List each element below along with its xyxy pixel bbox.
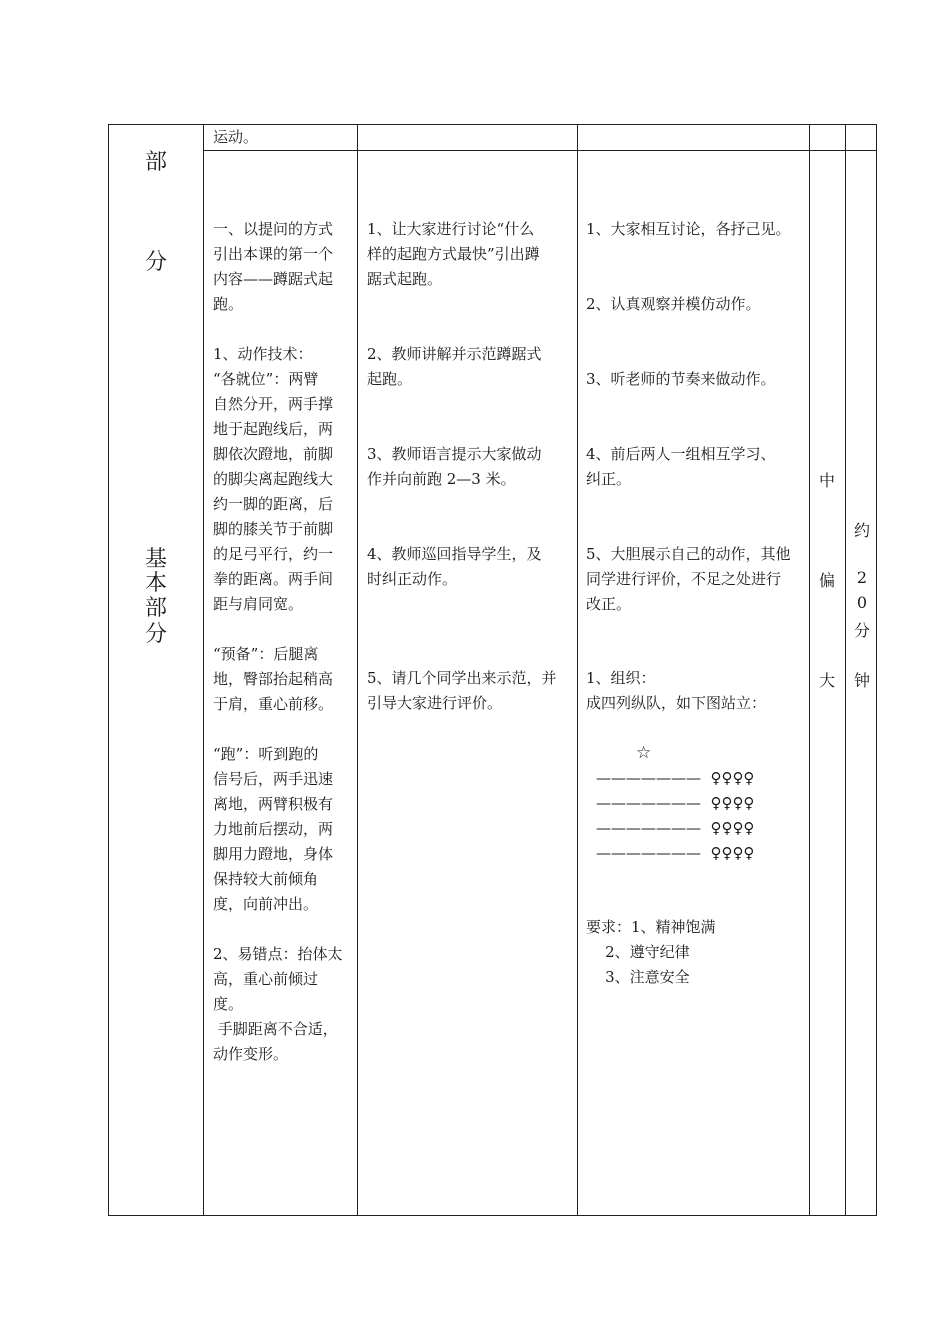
section-label-basic: 本 — [144, 571, 167, 596]
text-line: 要求：1、精神饱满 — [586, 918, 716, 936]
teacher-step-4 — [367, 542, 542, 592]
text-line: 引导大家进行评价。 — [367, 694, 503, 712]
text-line: 4、前后两人一组相互学习、 — [586, 445, 776, 463]
content-line: 脚依次蹬地，前脚 — [213, 445, 334, 463]
teacher-step-5 — [367, 666, 557, 716]
content-line: 2、易错点：抬体太 — [213, 945, 343, 963]
content-line: 跑。 — [213, 295, 244, 313]
column-divider-content — [203, 124, 204, 1216]
teacher-step-2 — [367, 342, 542, 392]
text-line: 3、教师语言提示大家做动 — [367, 445, 542, 463]
content-line: 自然分开，两手撑 — [213, 395, 334, 413]
intensity-char: 偏 — [818, 571, 835, 590]
content-line: “预备”：后腿离 — [213, 645, 319, 663]
content-line: 动作变形。 — [213, 1045, 289, 1063]
content-line: 于肩，重心前移。 — [213, 695, 334, 713]
student-step-5 — [586, 542, 791, 617]
section-label-basic: 部 — [144, 596, 167, 621]
text-line: 2、教师讲解并示范蹲踞式 — [367, 345, 542, 363]
formation-diagram — [596, 766, 754, 866]
content-line: 手脚距离不合适， — [213, 1020, 338, 1038]
content-line: 力地前后摆动，两 — [213, 820, 334, 838]
section-label-part: 分 — [144, 250, 167, 275]
student-step-3: 3、听老师的节奏来做动作。 — [586, 370, 776, 388]
time-char: 0 — [856, 593, 868, 612]
row-divider — [203, 150, 877, 151]
text-line: 1、组织： — [586, 669, 656, 687]
text-line: 3、注意安全 — [586, 968, 690, 986]
text-line: ——————— ♀♀♀♀ — [596, 844, 755, 862]
content-column — [213, 217, 343, 1067]
requirements — [586, 915, 716, 990]
content-line: 一、以提问的方式 — [213, 220, 334, 238]
content-line: “跑”：听到跑的 — [213, 745, 319, 763]
content-line: 的脚尖离起跑线大 — [213, 470, 334, 488]
content-line: 内容——蹲踞式起 — [213, 270, 334, 288]
text-line: ——————— ♀♀♀♀ — [596, 794, 755, 812]
content-line: 脚用力蹬地，身体 — [213, 845, 334, 863]
table-left-border — [108, 124, 109, 1216]
column-divider-student — [577, 124, 578, 1216]
content-line: 度，向前冲出。 — [213, 895, 319, 913]
text-line: 5、请几个同学出来示范，并 — [367, 669, 557, 687]
column-divider-time — [845, 124, 846, 1216]
content-line: 约一脚的距离，后 — [213, 495, 334, 513]
text-line: 1、让大家进行讨论“什么 — [367, 220, 535, 238]
text-line: 成四列纵队，如下图站立： — [586, 694, 767, 712]
time-char: 约 — [853, 521, 870, 540]
teacher-step-3 — [367, 442, 542, 492]
time-char: 钟 — [853, 671, 870, 690]
column-divider-teacher — [357, 124, 358, 1216]
content-line: 高，重心前倾过 — [213, 970, 319, 988]
text-line: 2、遵守纪律 — [586, 943, 690, 961]
section-label-basic: 分 — [144, 622, 167, 647]
content-line: 信号后，两手迅速 — [213, 770, 334, 788]
text-line: 时纠正动作。 — [367, 570, 458, 588]
content-line: 地，臀部抬起稍高 — [213, 670, 334, 688]
text-line: 同学进行评价，不足之处进行 — [586, 570, 782, 588]
text-line: ——————— ♀♀♀♀ — [596, 819, 755, 837]
section-label-basic: 基 — [144, 547, 167, 572]
content-line — [213, 917, 343, 942]
text-line: 踞式起跑。 — [367, 270, 443, 288]
text-line: 5、大胆展示自己的动作，其他 — [586, 545, 791, 563]
text-line: 样的起跑方式最快”引出蹲 — [367, 245, 540, 263]
content-line: 引出本课的第一个 — [213, 245, 334, 263]
column-divider-intensity — [809, 124, 810, 1216]
student-step-2: 2、认真观察并模仿动作。 — [586, 295, 761, 313]
text-line: 4、教师巡回指导学生，及 — [367, 545, 542, 563]
intensity-char: 中 — [818, 471, 835, 490]
intensity-char: 大 — [818, 671, 835, 690]
table-bottom-border — [108, 1215, 877, 1216]
teacher-step-1 — [367, 217, 540, 292]
content-line — [213, 317, 343, 342]
content-line: 拳的距离。两手间 — [213, 570, 334, 588]
content-line: 离地，两臂积极有 — [213, 795, 334, 813]
section-label-part: 部 — [144, 150, 167, 175]
content-line: 距与肩同宽。 — [213, 595, 304, 613]
content-line: 脚的膝关节于前脚 — [213, 520, 334, 538]
content-line — [213, 617, 343, 642]
organization-note — [586, 666, 766, 716]
content-line: 的足弓平行，约一 — [213, 545, 334, 563]
content-line: 1、动作技术： — [213, 345, 313, 363]
content-line: 保持较大前倾角 — [213, 870, 319, 888]
previous-content-tail: 运动。 — [213, 128, 259, 146]
time-char: 分 — [853, 621, 870, 640]
time-char: 2 — [856, 568, 868, 587]
text-line: 纠正。 — [586, 470, 632, 488]
teacher-star-symbol: ☆ — [636, 743, 652, 763]
text-line: ——————— ♀♀♀♀ — [596, 769, 755, 787]
content-line: 度。 — [213, 995, 244, 1013]
content-line — [213, 717, 343, 742]
text-line: 改正。 — [586, 595, 632, 613]
student-step-4 — [586, 442, 776, 492]
content-line: 地于起跑线后，两 — [213, 420, 334, 438]
text-line: 起跑。 — [367, 370, 413, 388]
student-step-1: 1、大家相互讨论，各抒己见。 — [586, 220, 791, 238]
text-line: 作并向前跑 2—3 米。 — [367, 470, 516, 488]
content-line: “各就位”：两臂 — [213, 370, 319, 388]
